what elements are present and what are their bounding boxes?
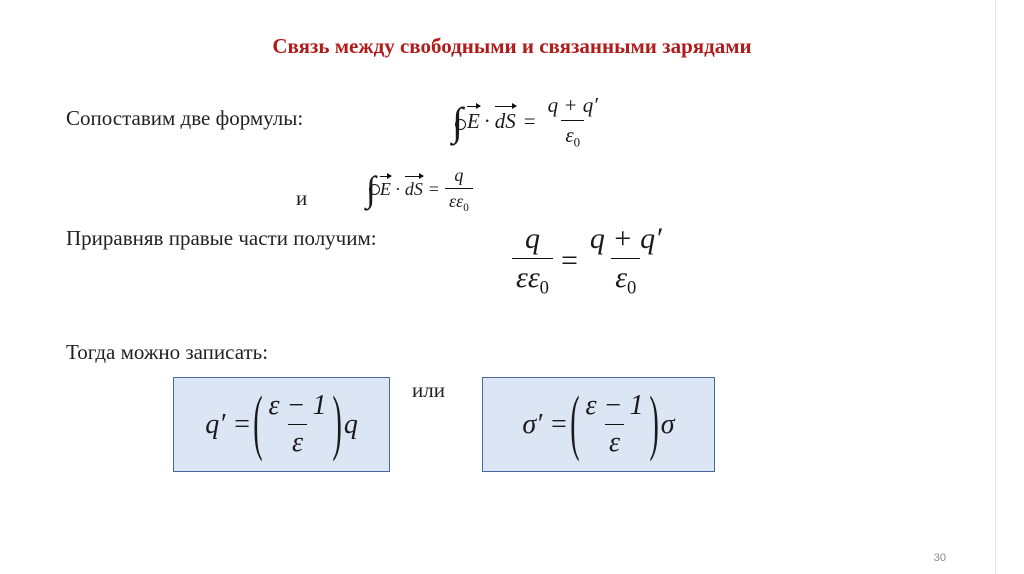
equals-sign: =: [560, 243, 578, 277]
dot-operator: ·: [394, 178, 401, 199]
text-and: и: [296, 186, 308, 210]
formula-gauss-total: [452, 93, 602, 151]
right-paren-icon: ): [649, 382, 659, 464]
denominator: ε: [605, 424, 624, 459]
dot-operator: ·: [483, 109, 491, 134]
vector-ds: dS: [495, 109, 516, 134]
text-or: или: [412, 378, 445, 402]
tail: σ: [660, 408, 675, 440]
fraction: [265, 390, 331, 459]
left-paren-icon: (: [570, 382, 580, 464]
vector-e: E: [380, 179, 391, 200]
vector-ds: dS: [405, 179, 423, 200]
numerator: q: [454, 165, 464, 185]
denominator: $\varepsilon_0$: [561, 120, 584, 151]
numerator: ε − 1: [585, 390, 644, 421]
numerator: ε − 1: [268, 390, 327, 421]
numerator: q: [524, 222, 540, 255]
text-compare: Сопоставим две формулы:: [66, 106, 304, 130]
result-box-density: [482, 377, 715, 472]
lhs: q′ =: [205, 408, 252, 440]
result-box-charge: [173, 377, 390, 472]
equals-sign: =: [523, 109, 536, 134]
lhs: σ′ =: [522, 408, 569, 440]
contour-integral-icon: ∫: [366, 169, 376, 209]
fraction: [544, 93, 602, 151]
fraction: [582, 390, 648, 459]
denominator: $\varepsilon\varepsilon_0$: [512, 258, 553, 300]
slide-title: Связь между свободными и связанными зарядами: [272, 34, 752, 58]
denominator: ε: [288, 424, 307, 459]
vector-e: E: [467, 109, 480, 134]
right-fraction: [586, 222, 666, 300]
denominator: $\varepsilon_0$: [611, 258, 640, 300]
formula-equate: [512, 222, 666, 300]
right-paren-icon: ): [332, 382, 342, 464]
numerator: q + q′: [589, 222, 662, 255]
formula-gauss-free: [366, 165, 473, 214]
text-then: Тогда можно записать:: [66, 340, 269, 364]
left-fraction: [512, 222, 553, 300]
equals-sign: =: [428, 178, 440, 199]
left-paren-icon: (: [253, 382, 263, 464]
slide-edge: [995, 0, 996, 574]
page-number: 30: [933, 552, 946, 564]
denominator: $\varepsilon\varepsilon_0$: [445, 188, 473, 214]
tail: q: [343, 408, 358, 440]
numerator: q + q′: [547, 93, 598, 117]
contour-integral-icon: ∫: [452, 102, 463, 142]
fraction: [445, 165, 473, 214]
text-equate: Приравняв правые части получим:: [66, 226, 377, 250]
